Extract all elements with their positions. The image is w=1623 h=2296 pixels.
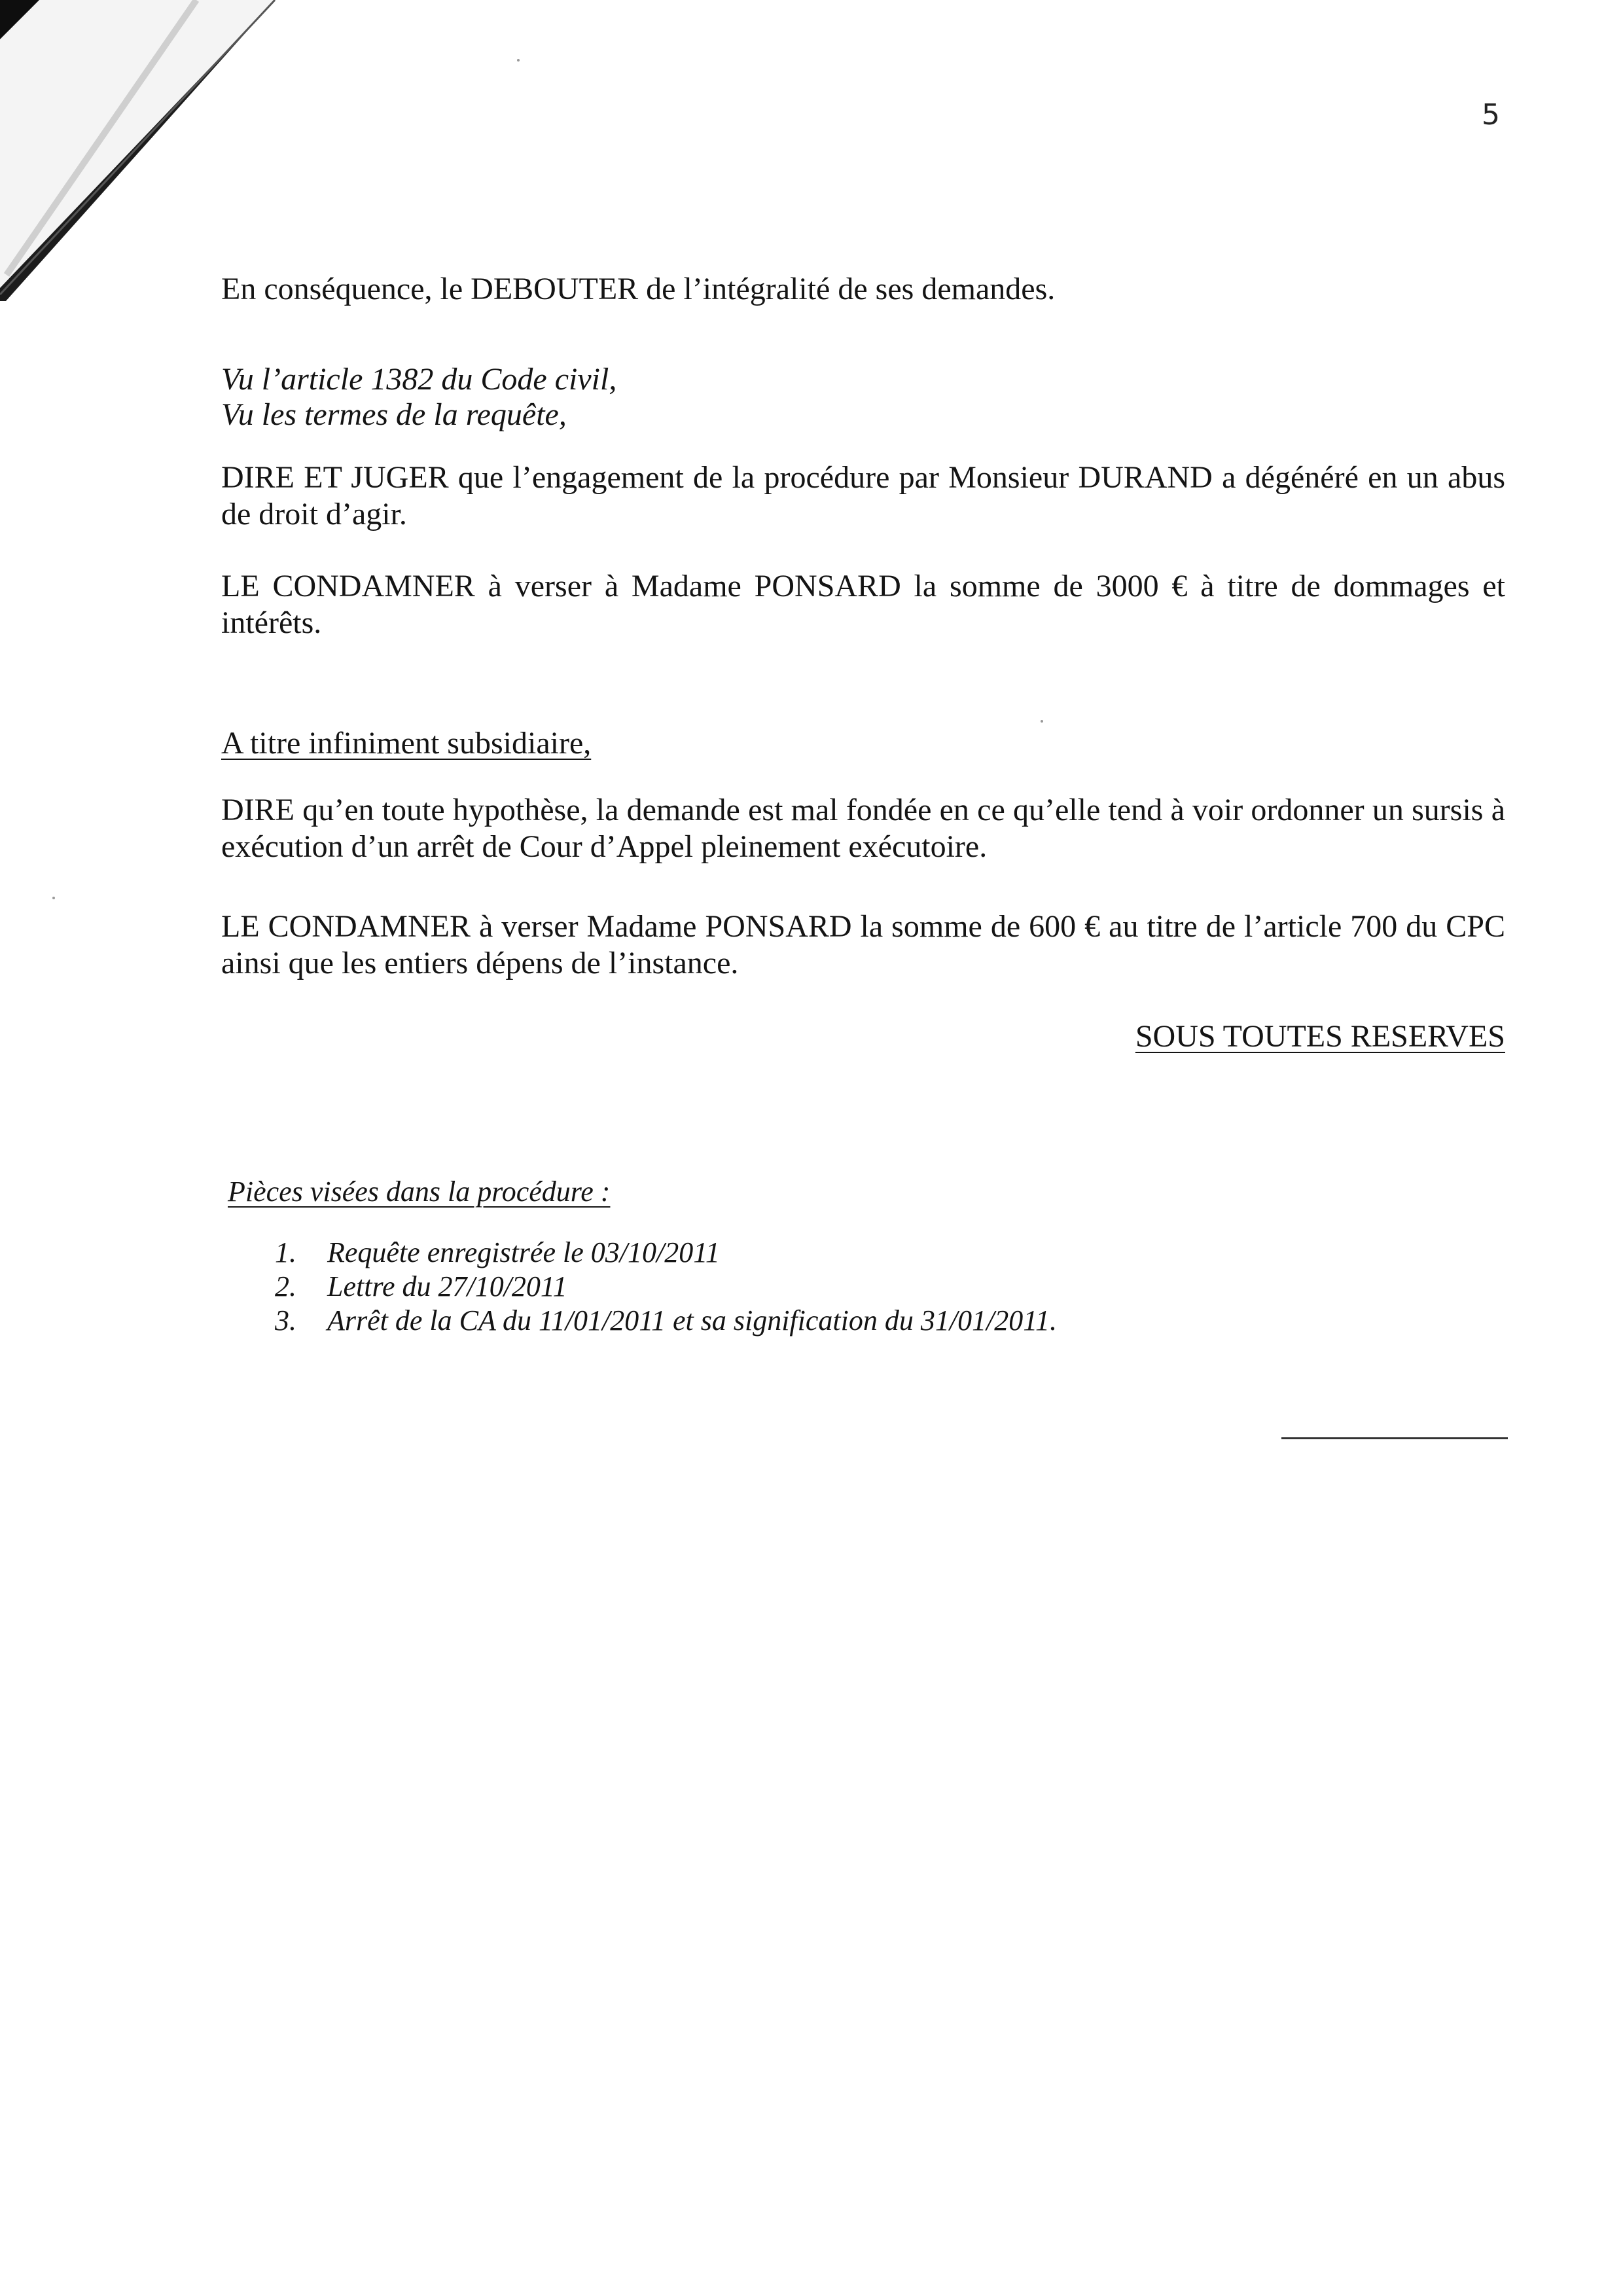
- heading-subsidiaire: [221, 725, 1505, 762]
- citation-requete: Vu les termes de la requête,: [221, 397, 567, 432]
- end-rule: [1281, 1437, 1508, 1439]
- heading-subsidiaire-text: A titre infiniment subsidiaire,: [221, 726, 592, 761]
- list-item-number: 1.: [275, 1236, 296, 1268]
- paragraph-debouter: En conséquence, le DEBOUTER de l’intégralité de ses demandes.: [221, 272, 1056, 306]
- citation-article-1382: Vu l’article 1382 du Code civil,: [221, 362, 617, 397]
- reserves-line: [1135, 1018, 1505, 1055]
- pieces-list: [275, 1236, 1057, 1338]
- pieces-title: Pièces visées dans la procédure :: [228, 1175, 611, 1208]
- list-item-number: 3.: [275, 1304, 296, 1336]
- list-item: [275, 1270, 1057, 1304]
- list-item: [275, 1236, 1057, 1270]
- paragraph-condamner-dommages: LE CONDAMNER à verser à Madame PONSARD la somme de 3000 € à titre de dommages et intérêts.: [221, 569, 1505, 640]
- list-item: [275, 1304, 1057, 1338]
- list-item-text: Arrêt de la CA du 11/01/2011 et sa signification du 31/01/2011.: [327, 1304, 1058, 1336]
- paragraph-condamner-article-700: LE CONDAMNER à verser Madame PONSARD la somme de 600 € au titre de l’article 700 du CPC ainsi que les entiers dépens de l’instance.: [221, 909, 1505, 980]
- paragraph-dire-et-juger: DIRE ET JUGER que l’engagement de la procédure par Monsieur DURAND a dégénéré en un abus de droit d’agir.: [221, 460, 1505, 531]
- folded-corner: [0, 0, 288, 301]
- reserves-text: SOUS TOUTES RESERVES: [1135, 1019, 1505, 1054]
- scan-speck: [517, 59, 520, 62]
- paragraph-sursis: DIRE qu’en toute hypothèse, la demande est mal fondée en ce qu’elle tend à voir ordonner un sursis à exécution d’un arrêt de Cour d’Appel pleinement exécutoire.: [221, 793, 1505, 864]
- scan-speck: [52, 897, 55, 899]
- scan-speck: [1041, 720, 1043, 723]
- list-item-text: Requête enregistrée le 03/10/2011: [327, 1236, 720, 1268]
- list-item-number: 2.: [275, 1270, 296, 1302]
- list-item-text: Lettre du 27/10/2011: [327, 1270, 567, 1302]
- page-number: 5: [1482, 98, 1500, 132]
